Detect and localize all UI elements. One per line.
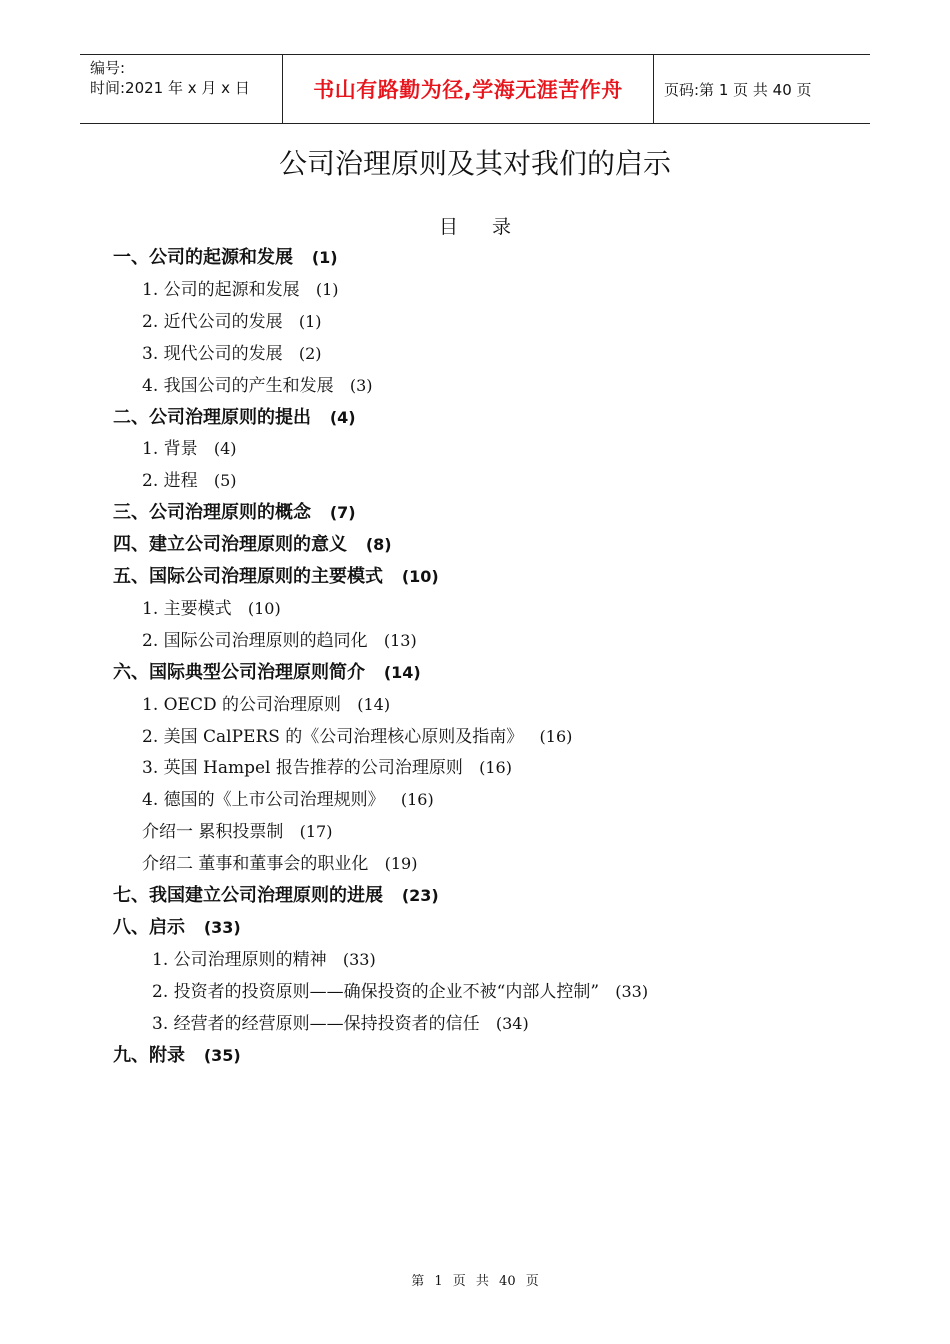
document-time-label: 时间:2021 年 x 月 x 日 xyxy=(90,79,250,97)
toc-spacer xyxy=(300,280,316,300)
toc-entry-title: 六、国际典型公司治理原则简介 xyxy=(113,661,365,683)
toc-spacer xyxy=(327,950,343,970)
toc-subsection[interactable] xyxy=(142,306,322,338)
toc-entry-title: 1. 公司治理原则的精神 xyxy=(152,949,327,970)
toc-entry-page: (5) xyxy=(213,471,237,491)
toc-spacer xyxy=(599,982,615,1002)
toc-spacer xyxy=(383,566,402,587)
toc-spacer xyxy=(198,471,214,491)
toc-subsection[interactable] xyxy=(142,433,237,465)
toc-entry-title: 2. 美国 CalPERS 的《公司治理核心原则及指南》 xyxy=(142,726,524,747)
toc-subsection[interactable] xyxy=(142,721,572,753)
page-footer: 第 1 页 共 40 页 xyxy=(411,1274,539,1289)
toc-entry-title: 二、公司治理原则的提出 xyxy=(113,406,311,428)
toc-spacer xyxy=(523,727,539,747)
toc-spacer xyxy=(185,1045,204,1066)
toc-entry-page: (10) xyxy=(401,567,439,586)
toc-entry-page: (33) xyxy=(203,917,241,937)
toc-entry-title: 4. 德国的《上市公司治理规则》 xyxy=(142,790,385,811)
toc-entry-page: (8) xyxy=(365,535,392,555)
toc-spacer xyxy=(385,790,401,810)
toc-entry-page: (17) xyxy=(299,822,333,842)
toc-section[interactable] xyxy=(113,242,338,274)
toc-entry-title: 七、我国建立公司治理原则的进展 xyxy=(113,885,383,906)
toc-spacer xyxy=(347,534,366,555)
toc-entry-page: (14) xyxy=(357,694,391,714)
toc-entry-title: 三、公司治理原则的概念 xyxy=(113,502,311,524)
toc-entry-page: (3) xyxy=(349,375,373,395)
toc-subsection[interactable] xyxy=(142,593,281,625)
toc-entry-title: 3. 现代公司的发展 xyxy=(142,343,283,364)
toc-section[interactable] xyxy=(113,497,356,529)
toc-section[interactable] xyxy=(113,402,356,434)
toc-entry-title: 2. 投资者的投资原则——确保投资的企业不被“内部人控制” xyxy=(152,981,600,1002)
toc-entry-page: (1) xyxy=(311,248,338,267)
toc-entry-page: (16) xyxy=(479,758,512,778)
toc-section[interactable] xyxy=(113,1040,241,1072)
toc-subsection[interactable] xyxy=(142,848,417,880)
toc-entry-page: (13) xyxy=(383,630,417,650)
toc-spacer xyxy=(311,502,330,523)
toc-entry-page: (33) xyxy=(342,949,376,969)
toc-entry-page: (10) xyxy=(247,598,281,618)
toc-entry-title: 一、公司的起源和发展 xyxy=(113,247,293,268)
toc-spacer xyxy=(283,822,299,842)
toc-spacer xyxy=(334,376,350,396)
toc-entry-page: (34) xyxy=(495,1013,529,1033)
toc-entry-page: (35) xyxy=(203,1045,241,1065)
toc-subsection[interactable] xyxy=(152,976,648,1008)
toc-spacer xyxy=(283,344,299,364)
document-title: 公司治理原则及其对我们的启示 xyxy=(278,147,671,180)
toc-entry-title: 1. 公司的起源和发展 xyxy=(142,279,300,300)
document-number-label: 编号: xyxy=(90,59,126,77)
toc-spacer xyxy=(383,885,402,906)
toc-spacer xyxy=(365,662,384,683)
toc-spacer xyxy=(283,312,299,332)
page-header xyxy=(80,54,870,124)
toc-spacer xyxy=(480,1014,496,1034)
toc-spacer xyxy=(293,247,312,268)
toc-spacer xyxy=(311,407,330,428)
toc-entry-title: 1. OECD 的公司治理原则 xyxy=(142,694,342,715)
toc-spacer xyxy=(368,854,384,874)
toc-entry-title: 1. 背景 xyxy=(142,439,198,460)
toc-entry-page: (4) xyxy=(213,439,237,459)
toc-section[interactable] xyxy=(113,880,439,912)
toc-subsection[interactable] xyxy=(152,944,376,976)
toc-spacer xyxy=(185,917,204,938)
toc-entry-title: 1. 主要模式 xyxy=(142,598,232,619)
toc-subsection[interactable] xyxy=(142,784,434,816)
toc-section[interactable] xyxy=(113,912,241,944)
toc-subsection[interactable] xyxy=(142,338,322,370)
toc-entry-page: (4) xyxy=(329,407,356,427)
toc-section[interactable] xyxy=(113,529,392,561)
toc-entry-page: (16) xyxy=(539,726,573,746)
toc-subsection[interactable] xyxy=(142,689,390,721)
toc-entry-page: (2) xyxy=(298,343,322,363)
toc-entry-title: 四、建立公司治理原则的意义 xyxy=(113,534,347,556)
toc-spacer xyxy=(463,758,479,778)
toc-entry-page: (1) xyxy=(298,311,322,331)
toc-entry-title: 介绍二 董事和董事会的职业化 xyxy=(142,854,369,875)
toc-entry-title: 2. 进程 xyxy=(142,471,198,492)
header-motto: 书山有路勤为径,学海无涯苦作舟 xyxy=(282,55,654,123)
toc-entry-page: (23) xyxy=(401,886,439,905)
toc-entry-title: 3. 英国 Hampel 报告推荐的公司治理原则 xyxy=(142,758,463,779)
toc-subsection[interactable] xyxy=(142,274,339,306)
toc-entry-page: (19) xyxy=(384,854,418,874)
toc-entry-page: (7) xyxy=(329,503,356,523)
toc-subsection[interactable] xyxy=(142,625,417,657)
toc-spacer xyxy=(368,631,384,651)
toc-spacer xyxy=(341,695,357,715)
header-page-info: 页码:第 1 页 共 40 页 xyxy=(664,80,812,99)
toc-entry-page: (16) xyxy=(400,790,434,810)
toc-entry-page: (1) xyxy=(315,279,339,299)
toc-section[interactable] xyxy=(113,561,439,593)
toc-entry-page: (14) xyxy=(383,662,421,682)
toc-subsection[interactable] xyxy=(142,370,373,402)
toc-entry-title: 4. 我国公司的产生和发展 xyxy=(142,375,334,396)
toc-subsection[interactable] xyxy=(142,465,237,497)
toc-entry-title: 九、附录 xyxy=(113,1044,185,1066)
header-meta xyxy=(80,55,282,123)
toc-heading: 目 录 xyxy=(438,216,526,238)
toc-entry-title: 3. 经营者的经营原则——保持投资者的信任 xyxy=(152,1013,480,1034)
toc-spacer xyxy=(232,599,248,619)
toc-entry-title: 八、启示 xyxy=(113,916,185,938)
toc-entry-title: 2. 国际公司治理原则的趋同化 xyxy=(142,630,368,651)
toc-entry-title: 2. 近代公司的发展 xyxy=(142,311,283,332)
toc-subsection[interactable] xyxy=(152,1008,529,1040)
toc-entry-title: 介绍一 累积投票制 xyxy=(142,822,284,843)
toc-entry-title: 五、国际公司治理原则的主要模式 xyxy=(113,566,383,587)
toc-subsection[interactable] xyxy=(142,752,512,784)
toc-subsection[interactable] xyxy=(142,816,332,848)
toc-spacer xyxy=(198,439,214,459)
toc-section[interactable] xyxy=(113,657,421,689)
toc-entry-page: (33) xyxy=(615,981,649,1001)
